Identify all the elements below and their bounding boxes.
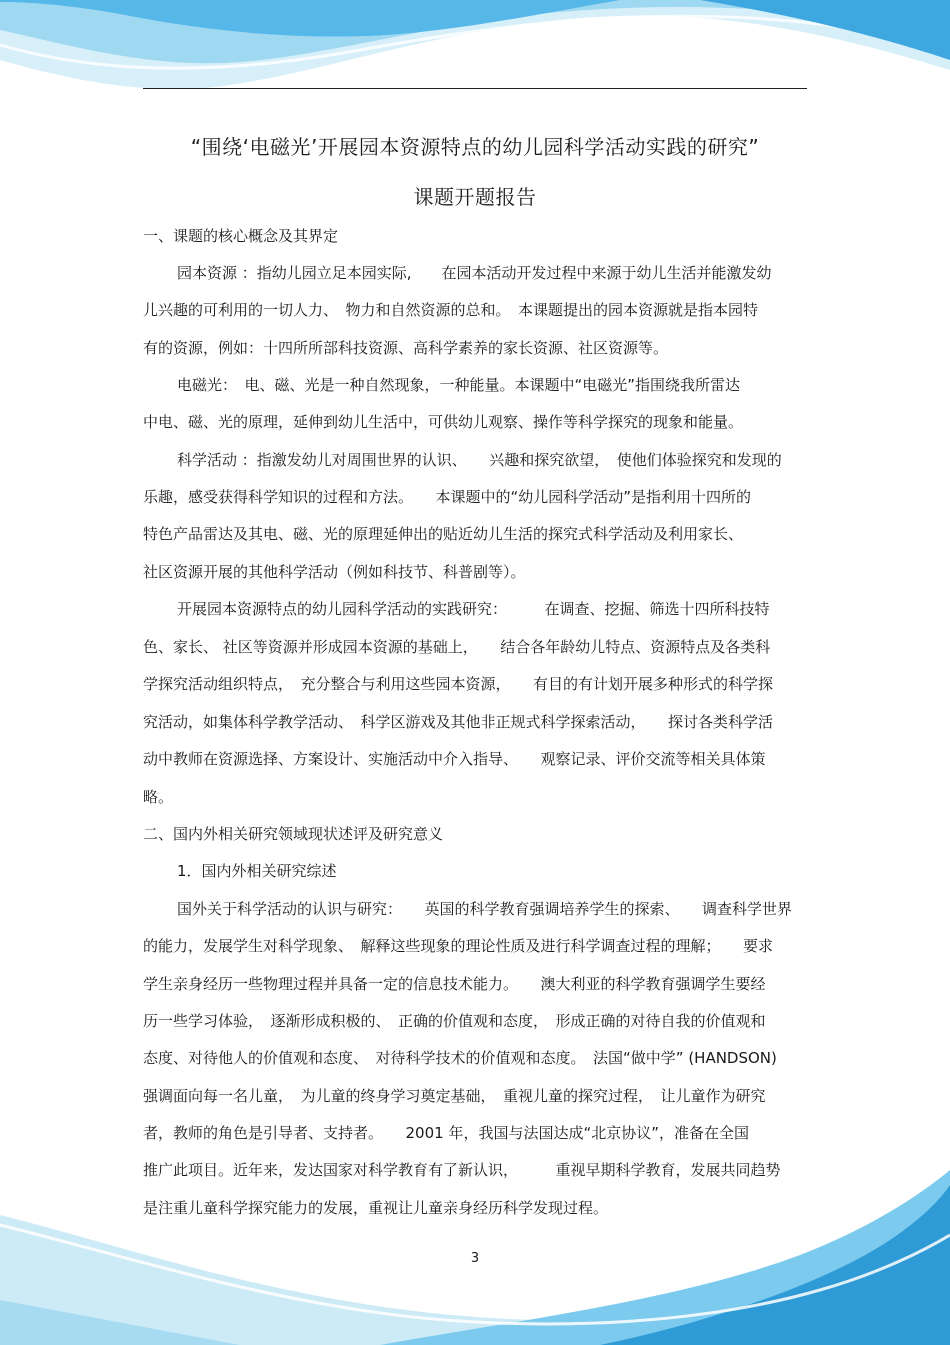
paragraph-line: 社区资源开展的其他科学活动（例如科技节、科普剧等）。: [143, 563, 526, 581]
paragraph-line: 有的资源，例如：十四所所部科技资源、高科学素养的家长资源、社区资源等。: [143, 339, 669, 357]
paragraph-line: 态度、对待他人的价值观和态度、 对待科学技术的价值观和态度。 法国“做中学” (HANDSON): [143, 1049, 777, 1067]
paragraph-line: 学生亲身经历一些物理过程并具备一定的信息技术能力。 澳大利亚的科学教育强调学生要经: [143, 975, 766, 993]
paragraph-line: 学探究活动组织特点， 充分整合与利用这些园本资源， 有目的有计划开展多种形式的科学探: [143, 675, 774, 693]
page-number: 3: [470, 1251, 480, 1266]
paragraph-line: 特色产品雷达及其电、磁、光的原理延伸出的贴近幼儿生活的探究式科学活动及利用家长、: [143, 525, 744, 543]
header-rule: [143, 88, 807, 89]
paragraph-line: 国外关于科学活动的认识与研究： 英国的科学教育强调培养学生的探索、 调查科学世界: [177, 900, 793, 918]
section-heading-1: 一、课题的核心概念及其界定: [143, 227, 339, 245]
paragraph-line: 略。: [143, 788, 174, 806]
section-heading-2: 二、国内外相关研究领域现状述评及研究意义: [143, 825, 444, 843]
paragraph-line: 者，教师的角色是引导者、支持者。 2001 年，我国与法国达成“北京协议”，准备在全国: [143, 1124, 749, 1142]
report-subtitle: 课题开题报告: [413, 185, 537, 209]
paragraph-line: 推广此项目。近年来，发达国家对科学教育有了新认识， 重视早期科学教育，发展共同趋势: [143, 1161, 781, 1179]
report-title: “围绕‘电磁光’开展园本资源特点的幼儿园科学活动实践的研究”: [190, 135, 760, 159]
paragraph-line: 历一些学习体验， 逐渐形成积极的、 正确的价值观和态度， 形成正确的对待自我的价值观和: [143, 1012, 766, 1030]
paragraph-line: 园本资源 ：指幼儿园立足本园实际, 在园本活动开发过程中来源于幼儿生活并能激发幼: [177, 264, 772, 282]
paragraph-line: 动中教师在资源选择、方案设计、实施活动中介入指导、 观察记录、评价交流等相关具体策: [143, 750, 766, 768]
paragraph-line: 强调面向每一名儿童， 为儿童的终身学习奠定基础， 重视儿童的探究过程， 让儿童作为研究: [143, 1087, 766, 1105]
paragraph-line: 中电、磁、光的原理，延伸到幼儿生活中，可供幼儿观察、操作等科学探究的现象和能量。: [143, 413, 744, 431]
paragraph-line: 色、家长、 社区等资源并形成园本资源的基础上， 结合各年龄幼儿特点、资源特点及各类科: [143, 638, 771, 656]
paragraph-line: 的能力，发展学生对科学现象、 解释这些现象的理论性质及进行科学调查过程的理解； 要求: [143, 937, 774, 955]
paragraph-line: 开展园本资源特点的幼儿园科学活动的实践研究： 在调查、挖掘、筛选十四所科技特: [177, 600, 770, 618]
paragraph-line: 科学活动 ：指激发幼儿对周围世界的认识、 兴趣和探究欲望， 使他们体验探究和发现的: [177, 451, 782, 469]
paragraph-line: 电磁光： 电、磁、光是一种自然现象，一种能量。本课题中“电磁光”指围绕我所雷达: [177, 376, 741, 394]
paragraph-line: 乐趣，感受获得科学知识的过程和方法。 本课题中的“幼儿园科学活动”是指利用十四所的: [143, 488, 752, 506]
paragraph-line: 是注重儿童科学探究能力的发展，重视让儿童亲身经历科学发现过程。: [143, 1199, 609, 1217]
subsection-heading: 1．国内外相关研究综述: [177, 862, 337, 880]
paragraph-line: 儿兴趣的可利用的一切人力、 物力和自然资源的总和。 本课题提出的园本资源就是指本园特: [143, 301, 759, 319]
paragraph-line: 究活动，如集体科学教学活动、 科学区游戏及其他非正规式科学探索活动， 探讨各类科学活: [143, 713, 774, 731]
